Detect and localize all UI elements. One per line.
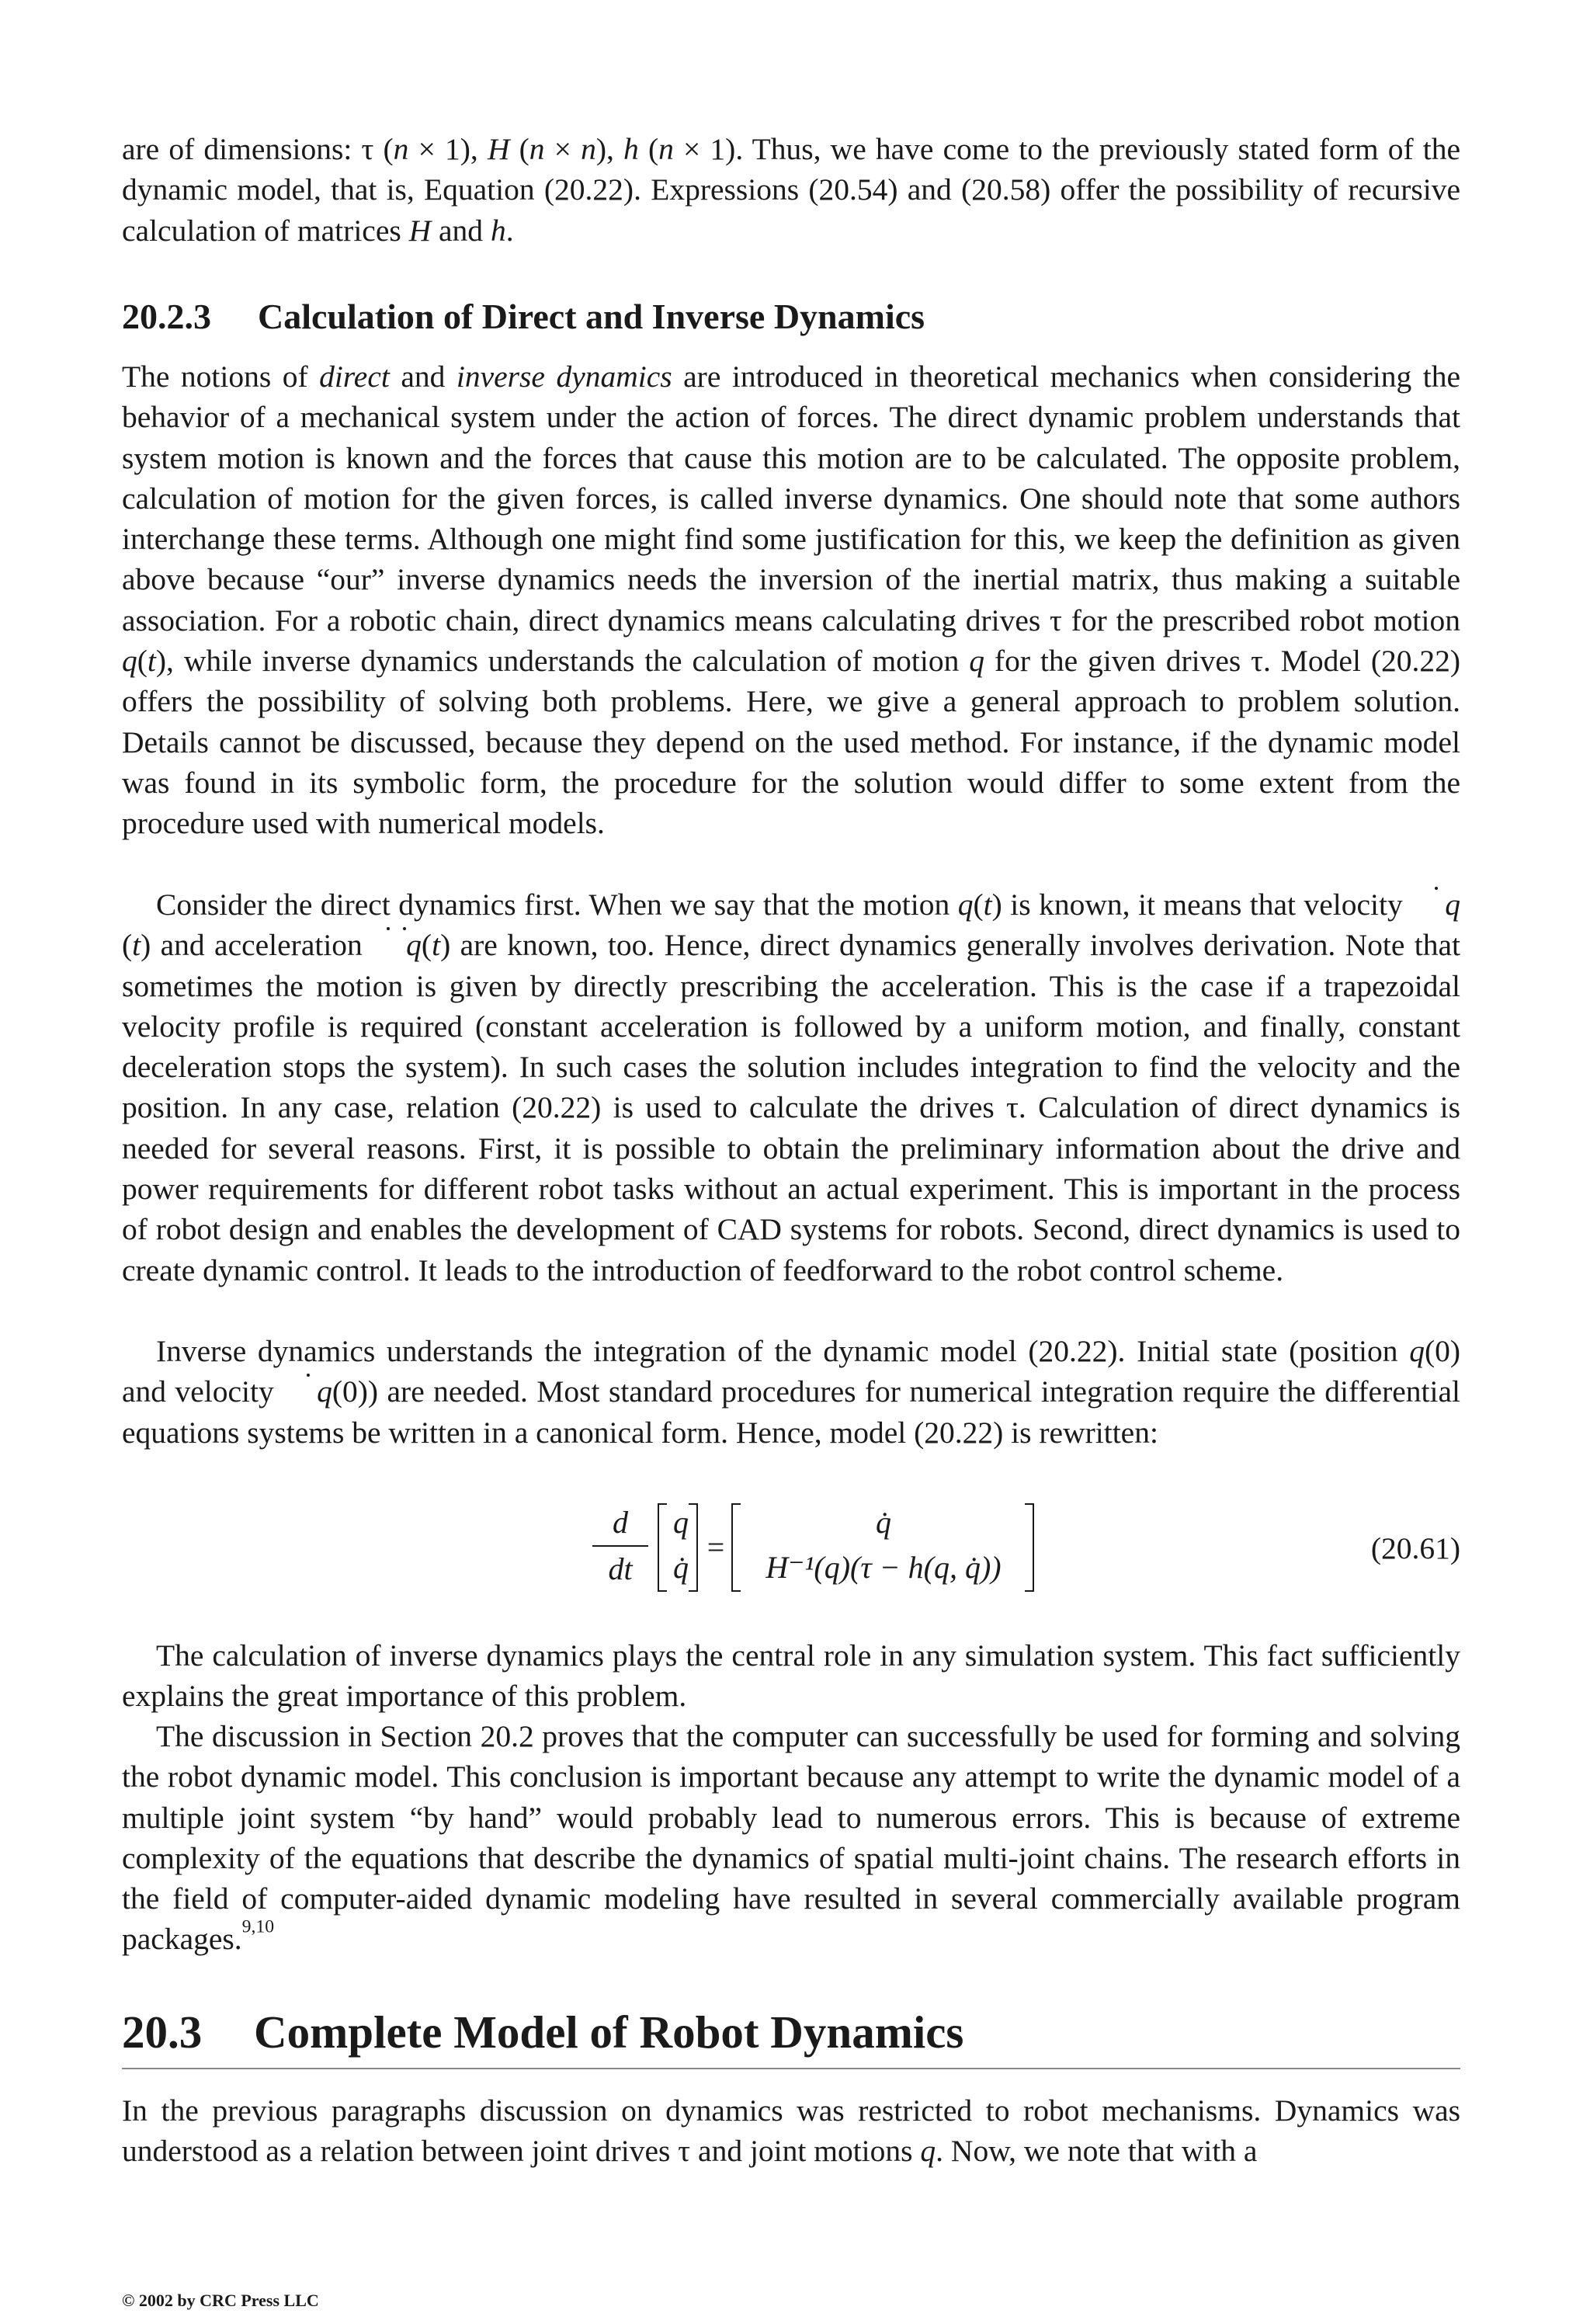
left-vector-bracket-open [658, 1503, 667, 1592]
section-title: Complete Model of Robot Dynamics [254, 2006, 964, 2058]
paragraph-simulation: The calculation of inverse dynamics plays the central role in any simulation system. This fact sufficiently explains the great importance of this problem. [122, 1638, 1460, 1714]
rhs-vector-top: q̇ [876, 1505, 891, 1540]
paragraph-inverse-dynamics: Inverse dynamics understands the integration of the dynamic model (20.22). Initial state (position q(0) and velocity q(0)) are needed. Most standard procedures for numerical integration require the differential equations systems be written in a canonical form. Hence, model (20.22) is rewritten: [122, 1334, 1460, 1450]
paragraph-direct-inverse-notions: The notions of direct and inverse dynamics are introduced in theoretical mechanics when considering the behavior of a mechanical system under the action of forces. The direct dynamic problem understands that system motion is known and the forces that cause this motion are to be calculated. The opposite problem, calculation of motion for the given forces, is called inverse dynamics. One should note that some authors interchange these terms. Although one might find some justification for this, we keep the definition as given above because “our” inverse dynamics needs the inversion of the inertial matrix, thus making a suitable association. For a robotic chain, direct dynamics means calculating drives τ for the prescribed robot motion q(t), while inverse dynamics understands the calculation of motion q for the given drives τ. Model (20.22) offers the possibility of solving both problems. Here, we give a general approach to problem solution. Details cannot be discussed, because they depend on the used method. For instance, if the dynamic model was found in its symbolic form, the procedure for the solution would differ to some extent from the procedure used with numerical models. [122, 360, 1461, 841]
paragraph-complete-model: In the previous paragraphs discussion on dynamics was restricted to robot mechanisms. Dynamics was understood as a relation between joint drives τ and joint motions q. Now, we note that with a [122, 2093, 1460, 2169]
state-vector-bottom: q̇ [673, 1550, 689, 1585]
state-vector-top: q [673, 1505, 689, 1540]
section-heading [122, 2005, 963, 2059]
copyright-footer: © 2002 by CRC Press LLC [122, 2291, 319, 2310]
fraction-bar [592, 1545, 648, 1547]
equals-sign: = [706, 1530, 725, 1565]
paragraph-intro: are of dimensions: τ (n × 1), H (n × n), h (n × 1). Thus, we have come to the previously stated form of the dynamic model, that is, Equation (20.22). Expressions (20.54) and (20.58) offer the possibility of recursive calculation of matrices H and h. [122, 132, 1460, 248]
derivative-operator [588, 1503, 653, 1589]
subsection-number: 20.2.3 [122, 297, 211, 336]
paragraph-computer-aided: The discussion in Section 20.2 proves that the computer can successfully be used for forming and solving the robot dynamic model. This conclusion is important because any attempt to write the dynamic model of a multiple joint system “by hand” would probably lead to numerous errors. This is because of extreme complexity of the equations that describe the dynamics of spatial multi-joint chains. The research efforts in the field of computer-aided dynamic modeling have resulted in several commercially available program packages.$^{9,10}$ [122, 1719, 1460, 1957]
paragraph-direct-dynamics: Consider the direct dynamics first. When we say that the motion q(t) is known, it means that velocity q(t) and acceleration q(t) are known, too. Hence, direct dynamics generally involves derivation. Note that sometimes the motion is given by directly prescribing the acceleration. This is the case if a trapezoidal velocity profile is required (constant acceleration is followed by a uniform motion, and finally, constant deceleration stops the system). In such cases the solution includes integration to find the velocity and the position. In any case, relation (20.22) is used to calculate the drives τ. Calculation of direct dynamics is needed for several reasons. First, it is possible to obtain the preliminary information about the drive and power requirements for different robot tasks without an actual experiment. This is important in the process of robot design and enables the development of CAD systems for robots. Second, direct dynamics is used to create dynamic control. It leads to the introduction of feedforward to the robot control scheme. [122, 884, 1460, 1291]
subsection-heading [122, 294, 925, 340]
section-rule [122, 2068, 1460, 2069]
equation-number: (20.61) [1370, 1531, 1460, 1565]
section-number: 20.3 [122, 2006, 203, 2058]
equation-20-61 [122, 1497, 1460, 1598]
rhs-vector-bottom: H⁻¹(q)(τ − h(q, q̇)) [765, 1550, 1002, 1585]
right-vector-bracket-close [1025, 1503, 1034, 1592]
derivative-numerator: d [613, 1505, 628, 1540]
subsection-title: Calculation of Direct and Inverse Dynamics [258, 297, 925, 336]
left-vector-bracket-close [689, 1503, 698, 1592]
derivative-denominator: dt [608, 1551, 633, 1586]
